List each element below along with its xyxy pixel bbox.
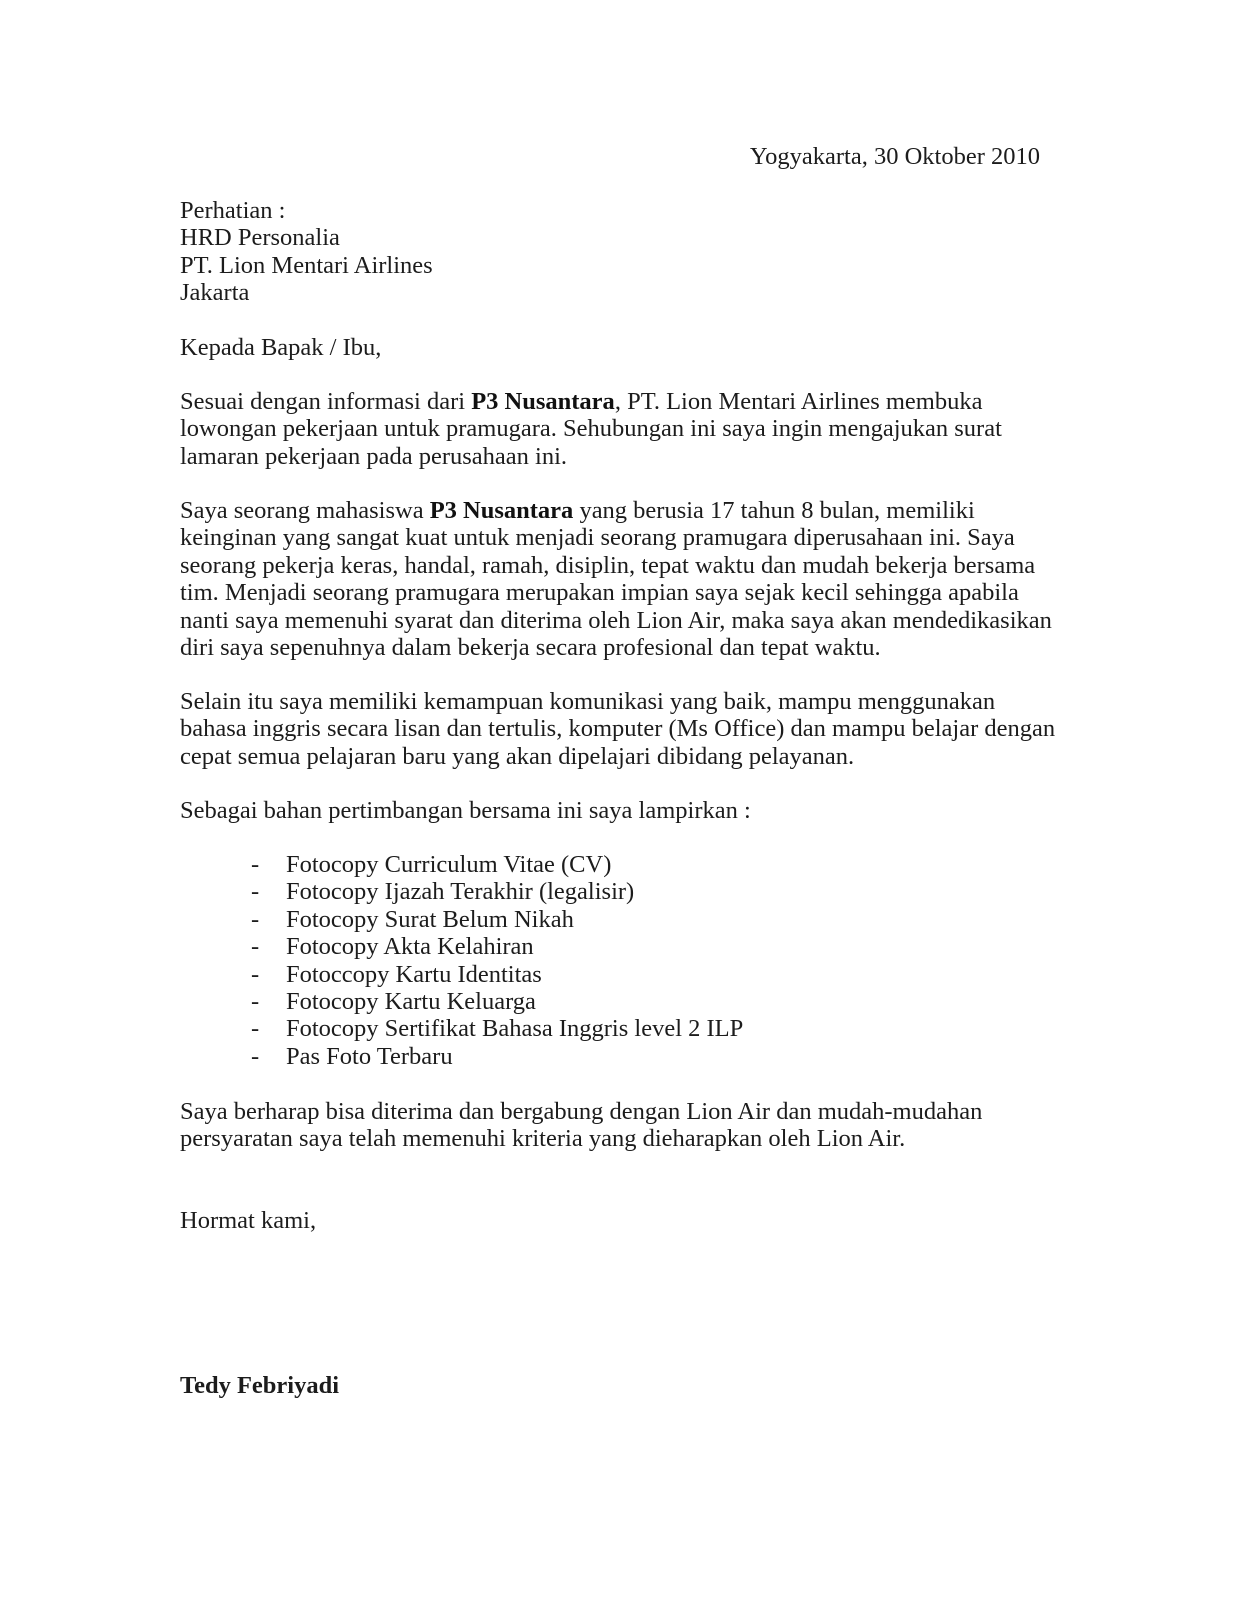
paragraph-line: seorang pekerja keras, handal, ramah, disiplin, tepat waktu dan mudah bekerja bersama xyxy=(180,551,1036,579)
bullet-dash: - xyxy=(251,1042,260,1070)
bullet-dash: - xyxy=(251,878,260,906)
text-run: Saya seorang mahasiswa xyxy=(180,497,430,524)
list-item-label: Fotocopy Surat Belum Nikah xyxy=(286,905,574,933)
text-run: Sesuai dengan informasi dari xyxy=(180,388,472,415)
bullet-dash: - xyxy=(251,960,260,988)
list-item xyxy=(251,878,743,905)
bold-school-name: P3 Nusantara xyxy=(471,388,615,415)
bullet-dash: - xyxy=(251,988,260,1016)
bullet-dash: - xyxy=(251,933,260,961)
recipient-address xyxy=(180,197,1080,307)
paragraph-line: lowongan pekerjaan untuk pramugara. Sehubungan ini saya ingin mengajukan surat xyxy=(180,415,1002,443)
bullet-dash: - xyxy=(251,851,260,878)
list-item-label: Fotocopy Curriculum Vitae (CV) xyxy=(286,851,612,878)
list-item xyxy=(251,988,743,1015)
paragraph-line xyxy=(180,497,1080,524)
text-run: , PT. Lion Mentari Airlines membuka xyxy=(614,388,983,415)
paragraph-about xyxy=(180,497,1080,661)
list-item xyxy=(251,961,743,988)
attachments-list xyxy=(251,851,743,1070)
attachments-intro: Sebagai bahan pertimbangan bersama ini saya lampirkan : xyxy=(180,797,751,824)
list-item xyxy=(251,1043,743,1070)
paragraph-line: cepat semua pelajaran baru yang akan dipelajari dibidang pelayanan. xyxy=(180,742,855,770)
paragraph-line: keinginan yang sangat kuat untuk menjadi seorang pramugara diperusahaan ini. Saya xyxy=(180,524,1015,552)
paragraph-line: tim. Menjadi seorang pramugara merupakan impian saya sejak kecil sehingga apabila xyxy=(180,579,1019,607)
recipient-attention: Perhatian : xyxy=(180,197,286,224)
list-item xyxy=(251,933,743,960)
list-item-label: Fotocopy Ijazah Terakhir (legalisir) xyxy=(286,878,635,906)
list-item-label: Fotocopy Kartu Keluarga xyxy=(286,988,536,1016)
list-item xyxy=(251,906,743,933)
list-item-label: Fotocopy Akta Kelahiran xyxy=(286,933,534,961)
paragraph-hope xyxy=(180,1098,1080,1153)
signature-name: Tedy Febriyadi xyxy=(180,1372,340,1399)
bullet-dash: - xyxy=(251,1015,260,1043)
list-item-label: Fotocopy Sertifikat Bahasa Inggris level 2 ILP xyxy=(286,1015,744,1043)
bullet-dash: - xyxy=(251,905,260,933)
letter-date: Yogyakarta, 30 Oktober 2010 xyxy=(749,143,1040,170)
paragraph-line: nanti saya memenuhi syarat dan diterima oleh Lion Air, maka saya akan mendedikasikan xyxy=(180,606,1052,634)
list-item xyxy=(251,1015,743,1042)
paragraph-line xyxy=(180,388,1080,415)
salutation: Kepada Bapak / Ibu, xyxy=(180,334,382,361)
recipient-department: HRD Personalia xyxy=(180,224,340,252)
paragraph-line: bahasa inggris secara lisan dan tertulis, komputer (Ms Office) dan mampu belajar dengan xyxy=(180,715,1056,743)
list-item-label: Fotoccopy Kartu Identitas xyxy=(286,960,542,988)
paragraph-line: lamaran pekerjaan pada perusahaan ini. xyxy=(180,442,568,470)
recipient-city: Jakarta xyxy=(180,279,250,307)
paragraph-line: persyaratan saya telah memenuhi kriteria yang dieharapkan oleh Lion Air. xyxy=(180,1125,906,1153)
paragraph-skills xyxy=(180,688,1080,770)
text-run: yang berusia 17 tahun 8 bulan, memiliki xyxy=(573,497,975,524)
closing: Hormat kami, xyxy=(180,1207,317,1234)
bold-school-name: P3 Nusantara xyxy=(429,497,574,524)
paragraph-line: Saya berharap bisa diterima dan bergabung dengan Lion Air dan mudah-mudahan xyxy=(180,1098,983,1125)
list-item xyxy=(251,851,743,878)
recipient-company: PT. Lion Mentari Airlines xyxy=(180,251,433,279)
list-item-label: Pas Foto Terbaru xyxy=(286,1042,453,1070)
paragraph-line: diri saya sepenuhnya dalam bekerja secara profesional dan tepat waktu. xyxy=(180,634,881,662)
paragraph-line: Selain itu saya memiliki kemampuan komunikasi yang baik, mampu menggunakan xyxy=(180,688,996,715)
paragraph-intro xyxy=(180,388,1080,470)
